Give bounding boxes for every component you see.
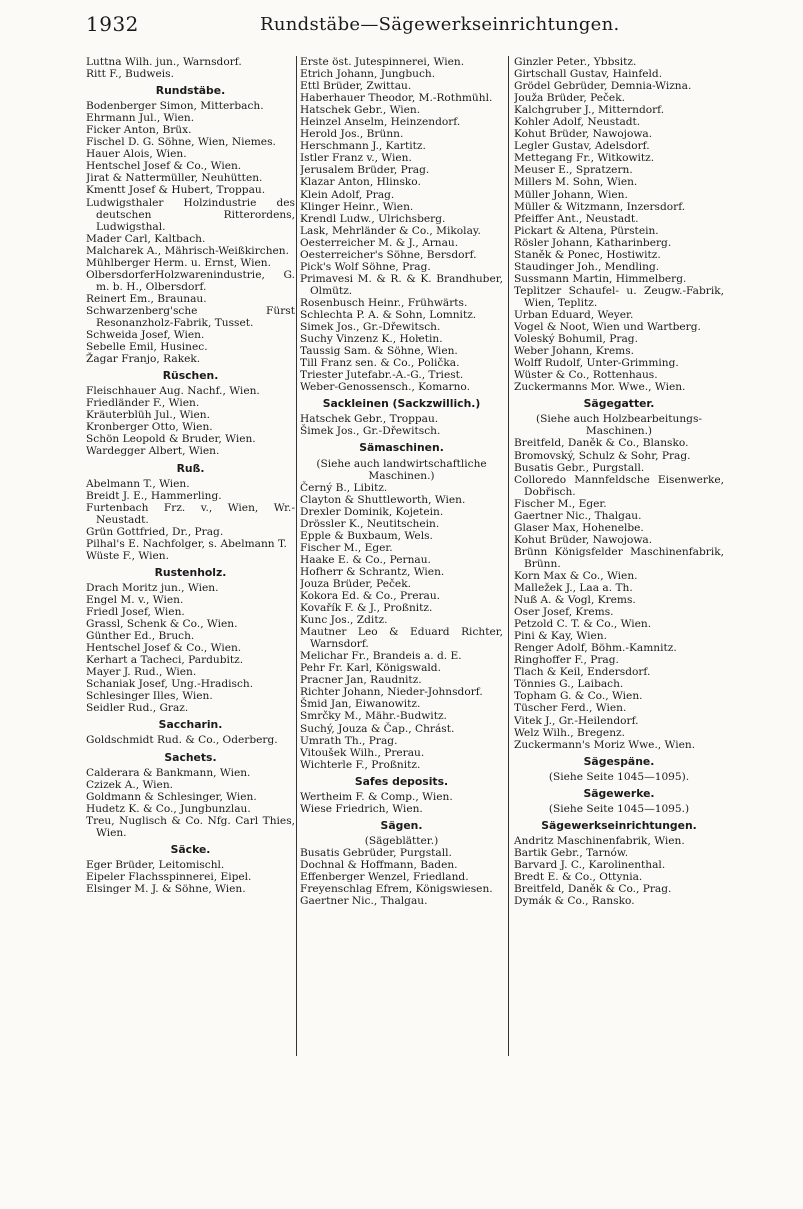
directory-entry: Klein Adolf, Prag. — [300, 188, 395, 201]
directory-entry: Istler Franz v., Wien. — [300, 152, 412, 165]
directory-entry: Gaertner Nic., Thalgau. — [300, 895, 428, 908]
directory-entry: Kmentt Josef & Hubert, Troppau. — [86, 184, 266, 197]
directory-entry: Grün Gottfried, Dr., Prag. — [86, 525, 224, 538]
cross-reference-note: (Siehe auch landwirtschaftliche Maschinen.) — [316, 457, 487, 482]
directory-entry: Herschmann J., Kartitz. — [300, 140, 426, 153]
directory-entry: Clayton & Shuttleworth, Wien. — [300, 493, 466, 506]
directory-entry: Breitfeld, Daněk & Co., Blansko. — [514, 437, 689, 450]
directory-entry: Urban Eduard, Weyer. — [514, 308, 634, 321]
directory-entry: Reinert Em., Braunau. — [86, 292, 207, 305]
section-heading: Säcke. — [170, 842, 211, 856]
section-heading: Rustenholz. — [154, 565, 227, 579]
directory-entry: Wolff Rudolf, Unter-Grimming. — [514, 357, 679, 370]
directory-entry: Heinzel Anselm, Heinzendorf. — [300, 116, 461, 129]
directory-entry: Drexler Dominik, Kojetein. — [300, 505, 444, 518]
directory-entry: Busatis Gebrüder, Purgstall. — [300, 846, 452, 859]
directory-entry: Brünn Königsfelder Maschinenfabrik, Brünn. — [514, 545, 724, 570]
directory-entry: OlbersdorferHolzwarenindustrie, G. m. b. H., Olbersdorf. — [86, 268, 295, 293]
directory-entry: Schaniak Josef, Ung.-Hradisch. — [86, 678, 254, 691]
directory-entry: Schwarzenberg'sche Fürst Resonanzholz-Fabrik, Tusset. — [86, 304, 295, 329]
directory-entry: Wichterle F., Proßnitz. — [300, 758, 421, 771]
directory-entry: Eipeler Flachsspinnerei, Eipel. — [86, 870, 252, 883]
section-heading: Sackleinen (Sackzwillich.) — [322, 397, 481, 411]
directory-entry: Oesterreicher M. & J., Arnau. — [300, 236, 459, 249]
directory-entry: Malležek J., Laa a. Th. — [514, 582, 633, 595]
directory-entry: Kräuterblüh Jul., Wien. — [86, 409, 211, 422]
directory-entry: Grassl, Schenk & Co., Wien. — [86, 618, 238, 631]
directory-entry: Kohler Adolf, Neustadt. — [514, 116, 641, 129]
directory-entry: Günther Ed., Bruch. — [86, 630, 195, 643]
directory-entry: Hentschel Josef & Co., Wien. — [86, 160, 242, 173]
directory-entry: Žagar Franjo, Rakek. — [86, 353, 201, 366]
directory-entry: Oser Josef, Krems. — [514, 606, 614, 619]
directory-entry: Ginzler Peter., Ybbsitz. — [514, 56, 637, 68]
directory-entry: Effenberger Wenzel, Friedland. — [300, 871, 469, 884]
directory-entry: Oesterreicher's Söhne, Bersdorf. — [300, 248, 477, 261]
directory-entry: Ehrmann Jul., Wien. — [86, 112, 195, 125]
directory-entry: Grödel Gebrüder, Demnia-Wizna. — [514, 80, 692, 93]
directory-entry: Ringhoffer F., Prag. — [514, 654, 619, 667]
column-3 — [514, 56, 724, 1056]
directory-columns — [86, 56, 722, 1056]
directory-entry: Dymák & Co., Ransko. — [514, 895, 635, 908]
directory-entry: Engel M. v., Wien. — [86, 593, 184, 606]
directory-entry: Šmid Jan, Eiwanowitz. — [300, 698, 421, 711]
directory-entry: Pickart & Altena, Pürstein. — [514, 224, 659, 237]
page-header — [86, 10, 726, 40]
directory-entry: Kohut Brüder, Nawojowa. — [514, 533, 653, 546]
directory-entry: Rösler Johann, Katharinberg. — [514, 236, 672, 249]
directory-entry: Triester Jutefabr.-A.-G., Triest. — [300, 369, 464, 382]
directory-entry: Melichar Fr., Brandeis a. d. E. — [300, 650, 462, 663]
directory-entry: Pini & Kay, Wien. — [514, 630, 607, 643]
directory-entry: Vitek J., Gr.-Heilendorf. — [514, 714, 639, 727]
directory-entry: Hentschel Josef & Co., Wien. — [86, 642, 242, 655]
directory-entry: Ritt F., Budweis. — [86, 68, 174, 81]
section-heading: Rüschen. — [162, 369, 219, 383]
section-heading: Sägewerkseinrichtungen. — [541, 818, 697, 832]
directory-entry: Rosenbusch Heinr., Frühwärts. — [300, 296, 468, 309]
directory-entry: Ludwigsthaler Holzindustrie des deutschen Ritterordens, Ludwigsthal. — [86, 196, 295, 233]
directory-entry: Pilhal's E. Nachfolger, s. Abelmann T. — [86, 537, 287, 550]
directory-entry: Epple & Buxbaum, Wels. — [300, 529, 433, 542]
directory-entry: Malcharek A., Mährisch-Weißkirchen. — [86, 244, 289, 257]
directory-entry: Drach Moritz jun., Wien. — [86, 581, 219, 594]
directory-entry: Fischer M., Eger. — [300, 541, 393, 554]
directory-entry: Czizek A., Wien. — [86, 778, 174, 791]
directory-entry: Busatis Gebr., Purgstall. — [514, 461, 645, 474]
directory-entry: Friedl Josef, Wien. — [86, 606, 185, 619]
directory-entry: Bredt E. & Co., Ottynia. — [514, 871, 643, 884]
directory-entry: Vogel & Noot, Wien und Wartberg. — [514, 321, 701, 334]
directory-entry: Jirat & Nattermüller, Neuhütten. — [86, 172, 263, 185]
directory-entry: Bromovský, Schulz & Sohr, Prag. — [514, 449, 691, 462]
directory-entry: Suchy Vinzenz K., Hoŀetin. — [300, 333, 443, 346]
directory-entry: Weber-Genossensch., Komarno. — [300, 381, 470, 394]
directory-entry: Mader Carl, Kaltbach. — [86, 232, 206, 245]
column-divider — [296, 56, 297, 1056]
directory-entry: Pick's Wolf Söhne, Prag. — [300, 260, 431, 273]
directory-entry: Abelmann T., Wien. — [86, 477, 190, 490]
directory-entry: Drössler K., Neutitschein. — [300, 517, 440, 530]
directory-entry: Freyenschlag Efrem, Königswiesen. — [300, 883, 493, 896]
section-heading: Sägegatter. — [583, 397, 655, 411]
directory-entry: Tönnies G., Laibach. — [514, 678, 624, 691]
directory-entry: Černý B., Libitz. — [300, 481, 388, 494]
directory-entry: Kalchgruber J., Mitterndorf. — [514, 104, 665, 117]
directory-entry: Calderara & Bankmann, Wien. — [86, 766, 251, 779]
directory-entry: Goldschmidt Rud. & Co., Oderberg. — [86, 734, 278, 747]
directory-entry: Seidler Rud., Graz. — [86, 702, 189, 715]
directory-entry: Bartik Gebr., Tarnów. — [514, 846, 629, 859]
directory-entry: Dochnal & Hoffmann, Baden. — [300, 859, 458, 871]
section-heading: Sachets. — [164, 750, 217, 764]
directory-entry: Schlesinger Illes, Wien. — [86, 690, 213, 703]
directory-entry: Barvard J. C., Karolinenthal. — [514, 859, 666, 871]
directory-entry: Korn Max & Co., Wien. — [514, 569, 638, 582]
directory-entry: Zuckermanns Mor. Wwe., Wien. — [514, 381, 686, 394]
directory-entry: Colloredo Mannfeldsche Eisenwerke, Dobřisch. — [514, 473, 724, 498]
directory-entry: Sussmann Martin, Himmelberg. — [514, 272, 687, 285]
directory-entry: Fleischhauer Aug. Nachf., Wien. — [86, 385, 260, 398]
directory-entry: Hofherr & Schrantz, Wien. — [300, 565, 445, 578]
section-heading: Rundstäbe. — [155, 84, 226, 98]
directory-entry: Umrath Th., Prag. — [300, 734, 398, 747]
column-1 — [86, 56, 295, 1056]
directory-entry: Klinger Heinr., Wien. — [300, 200, 414, 213]
directory-entry: Renger Adolf, Böhm.-Kamnitz. — [514, 642, 677, 655]
directory-entry: Breitfeld, Daněk & Co., Prag. — [514, 883, 672, 896]
directory-entry: Kokora Ed. & Co., Prerau. — [300, 590, 441, 603]
directory-entry: Bodenberger Simon, Mitterbach. — [86, 100, 264, 113]
directory-entry: Andritz Maschinenfabrik, Wien. — [514, 834, 685, 847]
directory-entry: Till Franz sen. & Co., Polička. — [300, 357, 460, 370]
directory-entry: Kronberger Otto, Wien. — [86, 421, 213, 434]
column-2 — [300, 56, 503, 1056]
cross-reference-note: (Siehe auch Holzbearbeitungs-Maschinen.) — [536, 413, 702, 438]
directory-entry: Jouza Brüder, Peček. — [300, 577, 411, 590]
directory-entry: Fischel D. G. Söhne, Wien, Niemes. — [86, 136, 276, 149]
directory-entry: Millers M. Sohn, Wien. — [514, 176, 638, 189]
directory-entry: Etrich Johann, Jungbuch. — [300, 68, 436, 81]
directory-entry: Jouža Brüder, Peček. — [514, 92, 625, 105]
directory-entry: Petzold C. T. & Co., Wien. — [514, 618, 652, 631]
directory-entry: Kohut Brüder, Nawojowa. — [514, 128, 653, 141]
section-heading: Ruß. — [176, 461, 205, 475]
directory-entry: Suchý, Jouza & Čap., Chrást. — [300, 722, 455, 735]
directory-entry: Richter Johann, Nieder-Johnsdorf. — [300, 686, 483, 699]
directory-entry: Girtschall Gustav, Hainfeld. — [514, 68, 663, 81]
directory-entry: Goldmann & Schlesinger, Wien. — [86, 790, 257, 803]
directory-entry: Mayer J. Rud., Wien. — [86, 666, 197, 679]
directory-entry: Wardegger Albert, Wien. — [86, 445, 220, 458]
directory-entry: Haberhauer Theodor, M.-Rothmühl. — [300, 92, 493, 105]
directory-entry: Gaertner Nic., Thalgau. — [514, 509, 642, 522]
directory-entry: Sebelle Emil, Husinec. — [86, 341, 208, 354]
directory-entry: Tlach & Keil, Endersdorf. — [514, 666, 651, 679]
directory-entry: Treu, Nuglisch & Co. Nfg. Carl Thies, Wien. — [86, 814, 295, 839]
section-heading: Sägewerke. — [583, 786, 655, 800]
directory-entry: Schweida Josef, Wien. — [86, 329, 205, 342]
cross-reference-note: (Sägeblätter.) — [364, 834, 439, 847]
directory-entry: Tüscher Ferd., Wien. — [514, 702, 627, 715]
directory-entry: Klazar Anton, Hlinsko. — [300, 176, 421, 189]
directory-entry: Pracner Jan, Raudnitz. — [300, 674, 422, 687]
directory-entry: Wertheim F. & Comp., Wien. — [300, 790, 453, 803]
directory-entry: Welz Wilh., Bregenz. — [514, 726, 625, 739]
directory-entry: Müller Johann, Wien. — [514, 188, 628, 201]
directory-entry: Weber Johann, Krems. — [514, 345, 635, 358]
directory-entry: Ficker Anton, Brüx. — [86, 124, 192, 137]
directory-entry: Taussig Sam. & Söhne, Wien. — [300, 345, 458, 358]
directory-entry: Kunc Jos., Zditz. — [300, 614, 388, 627]
directory-entry: Pfeiffer Ant., Neustadt. — [514, 212, 639, 225]
directory-entry: Mautner Leo & Eduard Richter, Warnsdorf. — [300, 626, 503, 651]
directory-entry: Vitoušek Wilh., Prerau. — [300, 746, 425, 759]
directory-entry: Herold Jos., Brünn. — [300, 128, 404, 141]
directory-entry: Smrčky M., Mähr.-Budwitz. — [300, 710, 447, 723]
cross-reference-note: (Siehe Seite 1045—1095). — [548, 770, 690, 783]
directory-entry: Eger Brüder, Leitomischl. — [86, 858, 225, 871]
cross-reference-note: (Siehe Seite 1045—1095.) — [548, 802, 690, 815]
directory-entry: Wüste F., Wien. — [86, 549, 169, 562]
directory-entry: Lask, Mehrländer & Co., Mikolay. — [300, 224, 481, 237]
directory-entry: Breidt J. E., Hammerling. — [86, 489, 222, 502]
directory-entry: Wüster & Co., Rottenhaus. — [514, 369, 658, 382]
directory-entry: Voleský Bohumil, Prag. — [514, 333, 638, 346]
directory-entry: Hudetz K. & Co., Jungbunzlau. — [86, 802, 251, 815]
running-title: Rundstäbe—Sägewerkseinrichtungen. — [260, 14, 620, 35]
directory-entry: Fischer M., Eger. — [514, 497, 607, 510]
directory-entry: Zuckermann's Moriz Wwe., Wien. — [514, 738, 696, 751]
section-heading: Sägen. — [380, 818, 423, 832]
directory-entry: Hauer Alois, Wien. — [86, 148, 187, 161]
directory-entry: Kovařík F. & J., Proßnitz. — [300, 602, 433, 615]
section-heading: Saccharin. — [158, 718, 223, 732]
directory-entry: Jerusalem Brüder, Prag. — [300, 164, 430, 177]
directory-entry: Ettl Brüder, Zwittau. — [300, 80, 412, 93]
directory-entry: Meuser E., Spratzern. — [514, 164, 633, 177]
directory-entry: Hatschek Gebr., Troppau. — [300, 413, 439, 426]
directory-entry: Schön Leopold & Bruder, Wien. — [86, 433, 256, 446]
directory-entry: Elsinger M. J. & Söhne, Wien. — [86, 883, 246, 895]
directory-entry: Luttna Wilh. jun., Warnsdorf. — [86, 56, 242, 68]
directory-entry: Erste öst. Jutespinnerei, Wien. — [300, 56, 465, 68]
directory-entry: Krendl Ludw., Ulrichsberg. — [300, 212, 446, 225]
directory-entry: Müller & Witzmann, Inzersdorf. — [514, 200, 686, 213]
directory-entry: Staudinger Joh., Mendling. — [514, 260, 660, 273]
directory-entry: Simek Jos., Gr.-Dřewitsch. — [300, 321, 441, 334]
directory-entry: Kerhart a Tacheci, Pardubitz. — [86, 654, 244, 667]
section-heading: Sämaschinen. — [359, 441, 444, 455]
directory-entry: Glaser Max, Hohenelbe. — [514, 521, 644, 534]
directory-entry: Hatschek Gebr., Wien. — [300, 104, 421, 117]
directory-entry: Wiese Friedrich, Wien. — [300, 802, 423, 815]
directory-entry: Šimek Jos., Gr.-Dřewitsch. — [300, 425, 441, 438]
directory-entry: Nuß A. & Vogl, Krems. — [514, 594, 636, 607]
directory-entry: Mühlberger Herm. u. Ernst, Wien. — [86, 256, 271, 269]
directory-entry: Haake E. & Co., Pernau. — [300, 553, 431, 566]
directory-entry: Pehr Fr. Karl, Königswald. — [300, 662, 441, 675]
directory-entry: Furtenbach Frz. v., Wien, Wr.-Neustadt. — [86, 501, 295, 526]
section-heading: Sägespäne. — [583, 754, 655, 768]
directory-entry: Teplitzer Schaufel- u. Zeugw.-Fabrik, Wien, Teplitz. — [514, 284, 724, 309]
section-heading: Safes deposits. — [354, 774, 449, 788]
directory-entry: Schlechta P. A. & Sohn, Lomnitz. — [300, 308, 477, 321]
directory-entry: Mettegang Fr., Witkowitz. — [514, 152, 655, 165]
directory-entry: Staněk & Ponec, Hostiwitz. — [514, 248, 661, 261]
directory-entry: Topham G. & Co., Wien. — [514, 690, 643, 703]
page-number: 1932 — [86, 12, 139, 36]
column-divider — [508, 56, 509, 1056]
directory-entry: Legler Gustav, Adelsdorf. — [514, 140, 650, 153]
directory-entry: Primavesi M. & R. & K. Brandhuber, Olmütz. — [300, 272, 503, 297]
directory-entry: Friedländer F., Wien. — [86, 397, 200, 410]
